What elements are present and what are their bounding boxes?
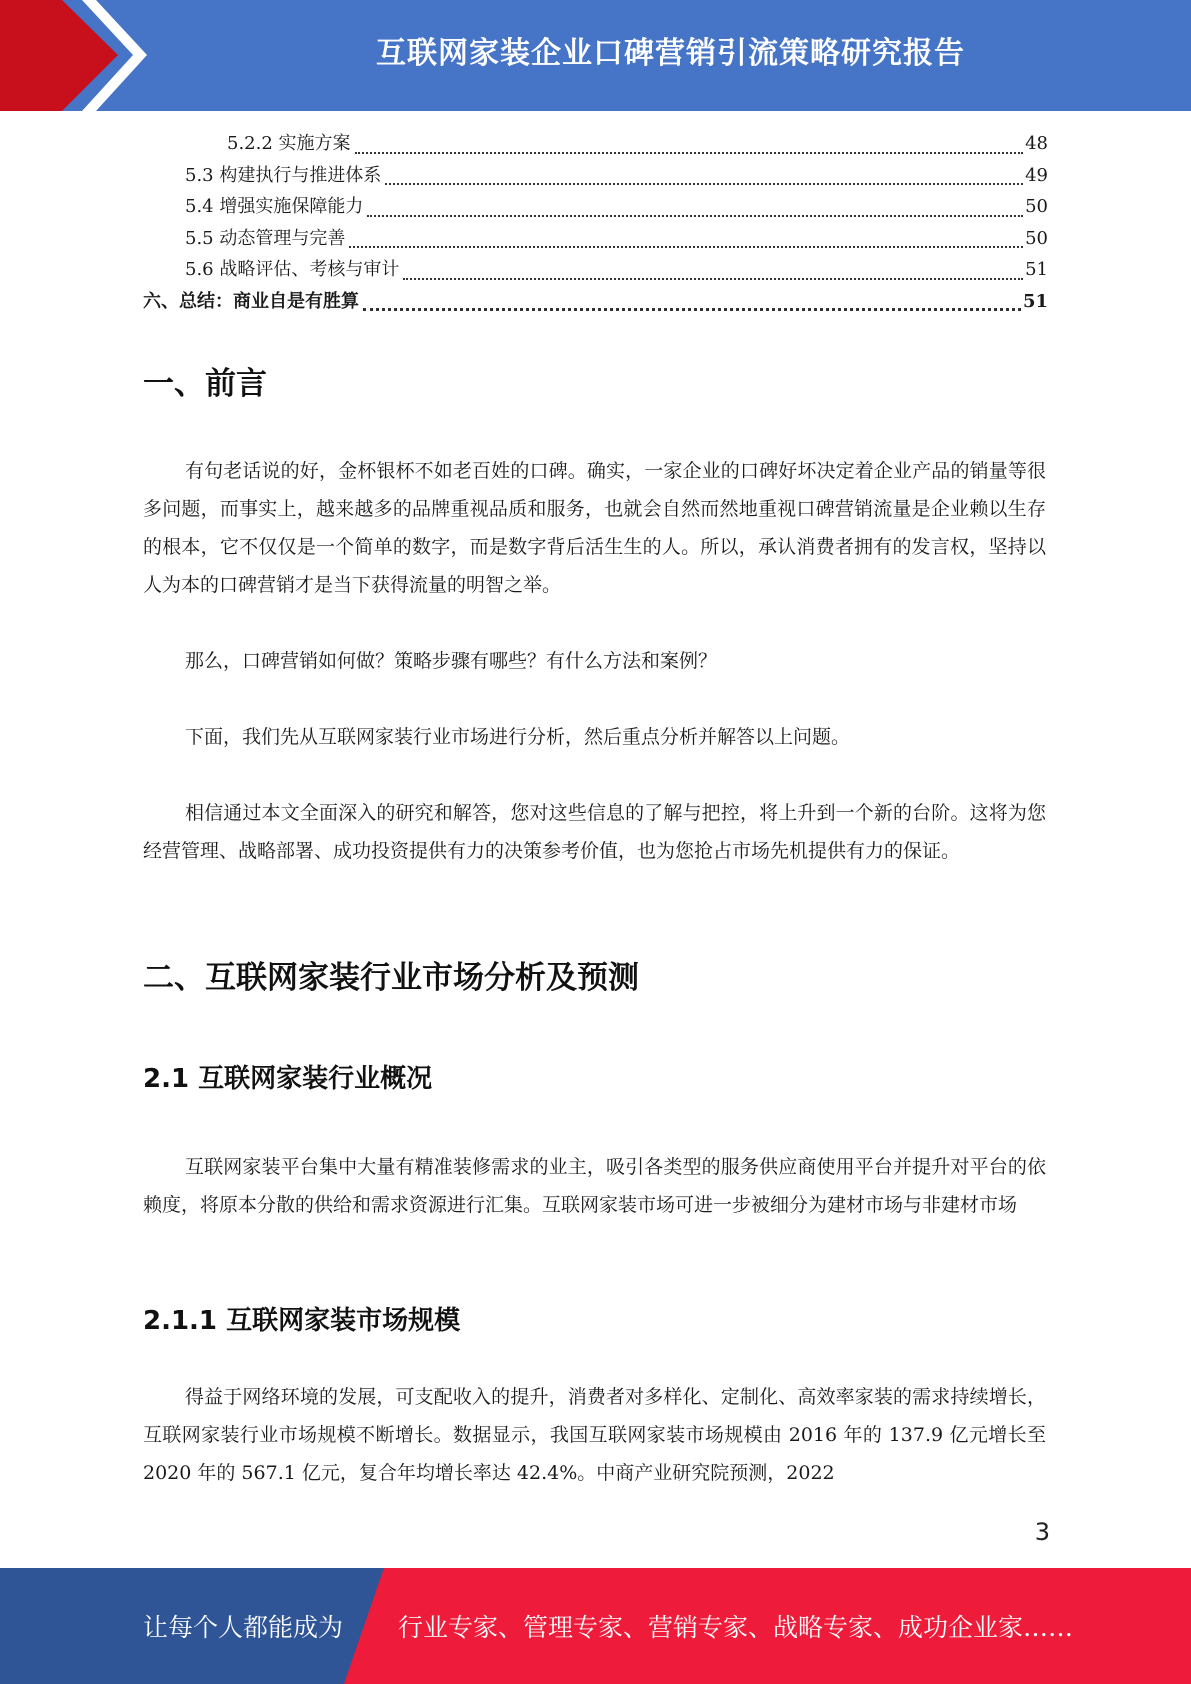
paragraph: 有句老话说的好，金杯银杯不如老百姓的口碑。确实，一家企业的口碑好坏决定着企业产品的销量等很多问题，而事实上，越来越多的品牌重视品质和服务，也就会自然而然地重视口碑营销流量是企业赖以生存的根本，它不仅仅是一个简单的数字，而是数字背后活生生的人。所以，承认消费者拥有的发言权，坚持以人为本的口碑营销才是当下获得流量的明智之举。 <box>143 460 1046 596</box>
table-of-contents <box>143 128 1048 317</box>
section-heading-preface: 一、前言 <box>143 366 267 402</box>
document-title: 互联网家装企业口碑营销引流策略研究报告 <box>376 36 965 71</box>
toc-leader-dots <box>363 308 1021 311</box>
toc-entry-label: 5.4 增强实施保障能力 <box>185 196 364 217</box>
toc-entry-page: 50 <box>1025 196 1048 217</box>
toc-entry-page: 51 <box>1025 259 1048 280</box>
toc-leader-dots <box>367 215 1023 217</box>
toc-entry-label: 六、总结：商业自是有胜算 <box>143 290 359 312</box>
toc-entry-label: 5.3 构建执行与推进体系 <box>185 164 382 186</box>
section-heading-market: 二、互联网家装行业市场分析及预测 <box>143 960 639 996</box>
footer-slogan-left: 让每个人都能成为 <box>143 1613 344 1642</box>
paragraph: 得益于网络环境的发展，可支配收入的提升，消费者对多样化、定制化、高效率家装的需求持续增长，互联网家装行业市场规模不断增长。数据显示，我国互联网家装市场规模由 2016 年的 137.9 亿元增长至 2020 年的 567.1 亿元，复合年均增长率达 42.4%。中商产业研究院预测，2022 <box>143 1386 1046 1484</box>
page-footer <box>0 1568 1191 1684</box>
paragraph: 互联网家装平台集中大量有精准装修需求的业主，吸引各类型的服务供应商使用平台并提升对平台的依赖度，将原本分散的供给和需求资源进行汇集。互联网家装市场可进一步被细分为建材市场与非建材市场 <box>143 1156 1046 1216</box>
paragraph: 相信通过本文全面深入的研究和解答，您对这些信息的了解与把控，将上升到一个新的台阶。这将为您经营管理、战略部署、成功投资提供有力的决策参考价值，也为您抢占市场先机提供有力的保证。 <box>143 802 1046 862</box>
toc-entry[interactable] <box>143 286 1048 318</box>
toc-entry[interactable] <box>143 223 1048 255</box>
toc-entry-label: 5.2.2 实施方案 <box>227 133 351 154</box>
page-number: 3 <box>1034 1518 1050 1546</box>
toc-entry-label: 5.6 战略评估、考核与审计 <box>185 259 400 280</box>
toc-entry[interactable] <box>143 191 1048 223</box>
page-header <box>0 0 1191 111</box>
toc-entry-page: 48 <box>1025 133 1048 154</box>
subsection-heading-scale: 2.1.1 互联网家装市场规模 <box>143 1306 461 1336</box>
toc-entry-page: 50 <box>1025 227 1048 249</box>
toc-leader-dots <box>349 246 1023 248</box>
toc-leader-dots <box>355 152 1024 154</box>
toc-leader-dots <box>385 183 1023 185</box>
toc-leader-dots <box>403 278 1023 280</box>
toc-entry-page: 49 <box>1025 164 1048 186</box>
toc-entry[interactable] <box>143 254 1048 286</box>
toc-entry-label: 5.5 动态管理与完善 <box>185 227 346 249</box>
toc-entry-page: 51 <box>1022 290 1048 312</box>
paragraph: 下面，我们先从互联网家装行业市场进行分析，然后重点分析并解答以上问题。 <box>185 726 851 748</box>
paragraph: 那么，口碑营销如何做？策略步骤有哪些？有什么方法和案例？ <box>185 650 718 672</box>
footer-slogan-right: 行业专家、管理专家、营销专家、战略专家、成功企业家…… <box>398 1613 1074 1642</box>
toc-entry[interactable] <box>143 160 1048 192</box>
subsection-heading-overview: 2.1 互联网家装行业概况 <box>143 1064 433 1094</box>
toc-entry[interactable] <box>143 128 1048 160</box>
